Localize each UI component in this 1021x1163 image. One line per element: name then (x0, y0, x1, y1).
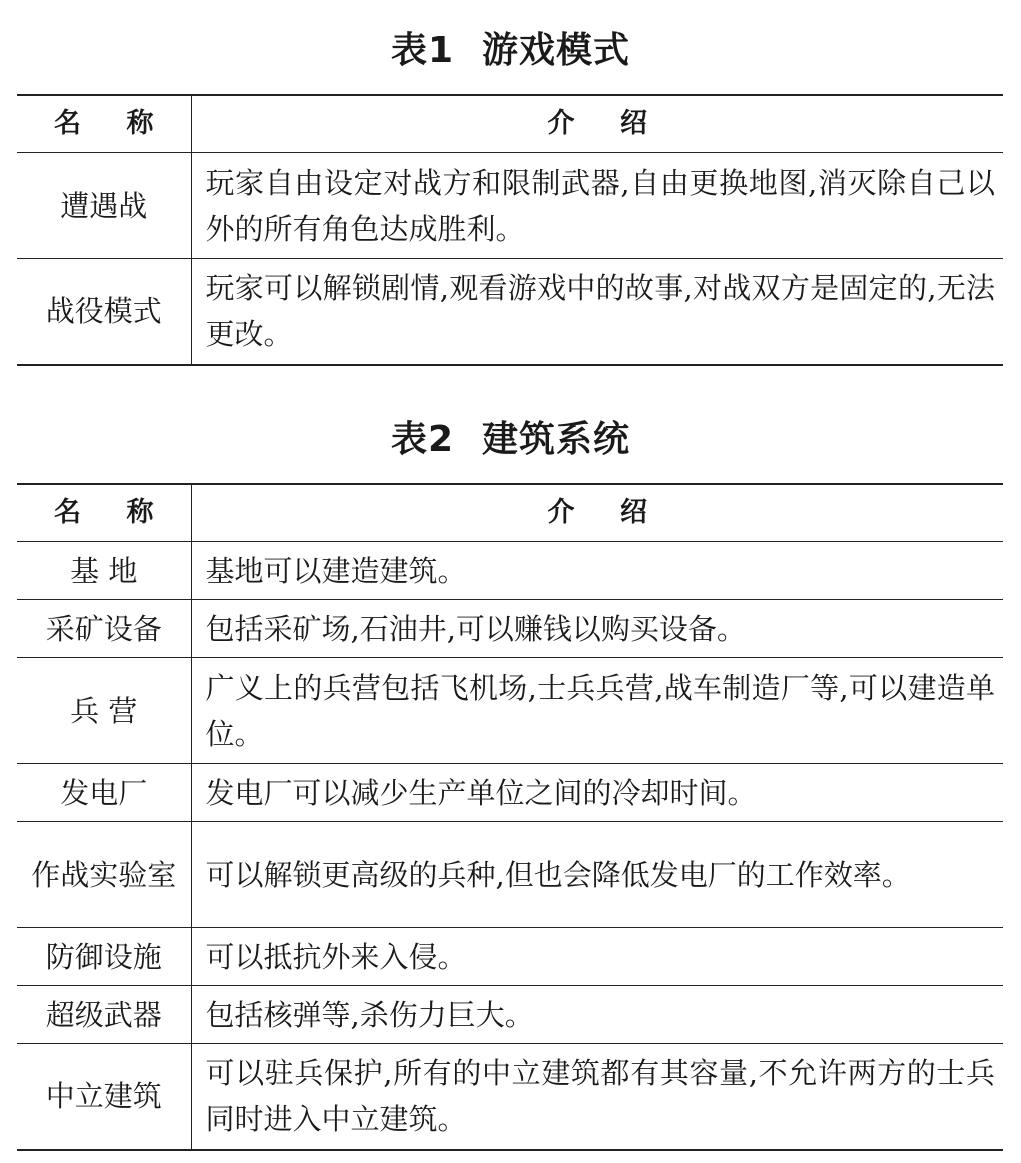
table1-title-number: 表1 (390, 30, 455, 71)
table1-header-row (17, 95, 1003, 153)
row-desc: 包括核弹等,杀伤力巨大。 (191, 986, 1003, 1044)
table2-title-number: 表2 (390, 419, 455, 460)
table1-header-desc: 介 绍 (191, 95, 1003, 153)
row-desc: 可以驻兵保护,所有的中立建筑都有其容量,不允许两方的士兵同时进入中立建筑。 (191, 1044, 1003, 1150)
table-row (17, 822, 1003, 928)
table-row (17, 986, 1003, 1044)
table-row (17, 1044, 1003, 1150)
table-row (17, 259, 1003, 365)
table-row (17, 542, 1003, 600)
table2-header-name: 名 称 (17, 484, 191, 542)
table-row (17, 928, 1003, 986)
row-name: 超级武器 (17, 986, 191, 1044)
table1-game-modes (17, 94, 1003, 366)
row-name: 战役模式 (17, 259, 191, 365)
table2-header-row (17, 484, 1003, 542)
table1-title (0, 26, 1021, 76)
row-name: 防御设施 (17, 928, 191, 986)
table-row (17, 153, 1003, 259)
table-row (17, 658, 1003, 764)
row-name: 中立建筑 (17, 1044, 191, 1150)
row-name: 基 地 (17, 542, 191, 600)
row-desc: 玩家可以解锁剧情,观看游戏中的故事,对战双方是固定的,无法更改。 (191, 259, 1003, 365)
table2-title-text: 建筑系统 (482, 419, 631, 460)
row-name: 采矿设备 (17, 600, 191, 658)
row-desc: 玩家自由设定对战方和限制武器,自由更换地图,消灭除自己以外的所有角色达成胜利。 (191, 153, 1003, 259)
row-name: 作战实验室 (17, 822, 191, 928)
table2-title (0, 415, 1021, 465)
row-desc: 基地可以建造建筑。 (191, 542, 1003, 600)
row-desc: 广义上的兵营包括飞机场,士兵兵营,战车制造厂等,可以建造单位。 (191, 658, 1003, 764)
row-desc: 包括采矿场,石油井,可以赚钱以购买设备。 (191, 600, 1003, 658)
table-row (17, 600, 1003, 658)
row-name: 兵 营 (17, 658, 191, 764)
row-desc: 可以解锁更高级的兵种,但也会降低发电厂的工作效率。 (191, 822, 1003, 928)
row-desc: 可以抵抗外来入侵。 (191, 928, 1003, 986)
row-name: 发电厂 (17, 764, 191, 822)
table2-building-system (17, 483, 1003, 1151)
table-row (17, 764, 1003, 822)
row-name: 遭遇战 (17, 153, 191, 259)
table2-header-desc: 介 绍 (191, 484, 1003, 542)
row-desc: 发电厂可以减少生产单位之间的冷却时间。 (191, 764, 1003, 822)
table1-header-name: 名 称 (17, 95, 191, 153)
table1-title-text: 游戏模式 (482, 30, 631, 71)
